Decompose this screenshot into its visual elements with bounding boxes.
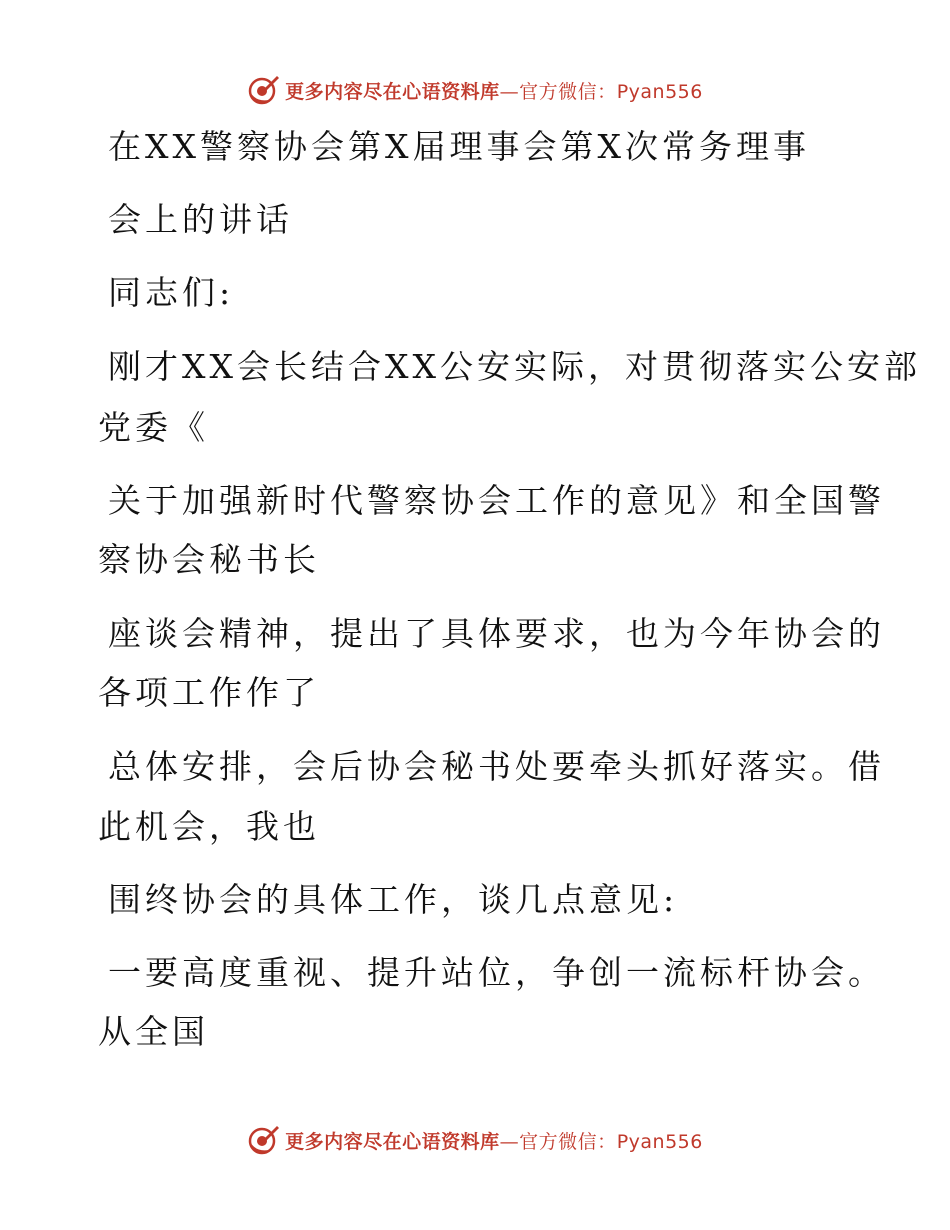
header-banner xyxy=(0,70,950,110)
paragraph-line: 察协会秘书长 xyxy=(98,540,320,579)
banner-text xyxy=(285,77,703,104)
paragraph-line: 刚才XX会长结合XX公安实际，对贯彻落实公安部 xyxy=(108,347,921,386)
banner-separator: — xyxy=(499,80,520,103)
paragraph-line: 一要高度重视、提升站位，争创一流标杆协会。 xyxy=(108,953,885,992)
paragraph-line: 各项工作作了 xyxy=(98,673,320,712)
title-line-2: 会上的讲话 xyxy=(108,200,293,239)
title-line-1: 在XX警察协会第X届理事会第X次常务理事 xyxy=(108,127,810,166)
paragraph-line: 关于加强新时代警察协会工作的意见》和全国警 xyxy=(108,481,885,520)
paragraph-line: 围终协会的具体工作，谈几点意见: xyxy=(108,880,679,919)
banner-wechat-label: 官方微信： xyxy=(519,80,617,103)
banner-wechat-label: 官方微信： xyxy=(519,1130,617,1153)
paragraph-line: 座谈会精神，提出了具体要求，也为今年协会的 xyxy=(108,614,885,653)
pen-logo-icon xyxy=(247,73,281,107)
banner-separator: — xyxy=(499,1130,520,1153)
banner-text xyxy=(285,1127,703,1154)
paragraph-line: 此机会，我也 xyxy=(98,807,320,846)
paragraph-line: 党委《 xyxy=(98,408,209,447)
salutation: 同志们: xyxy=(108,273,235,312)
banner-slogan: 更多内容尽在心语资料库 xyxy=(285,80,500,103)
paragraph-line: 从全国 xyxy=(98,1012,209,1051)
footer-banner xyxy=(0,1120,950,1160)
banner-slogan: 更多内容尽在心语资料库 xyxy=(285,1130,500,1153)
banner-wechat-id: Pyan556 xyxy=(616,80,703,103)
banner-wechat-id: Pyan556 xyxy=(616,1130,703,1153)
pen-logo-icon xyxy=(247,1123,281,1157)
paragraph-line: 总体安排，会后协会秘书处要牵头抓好落实。借 xyxy=(108,747,885,786)
